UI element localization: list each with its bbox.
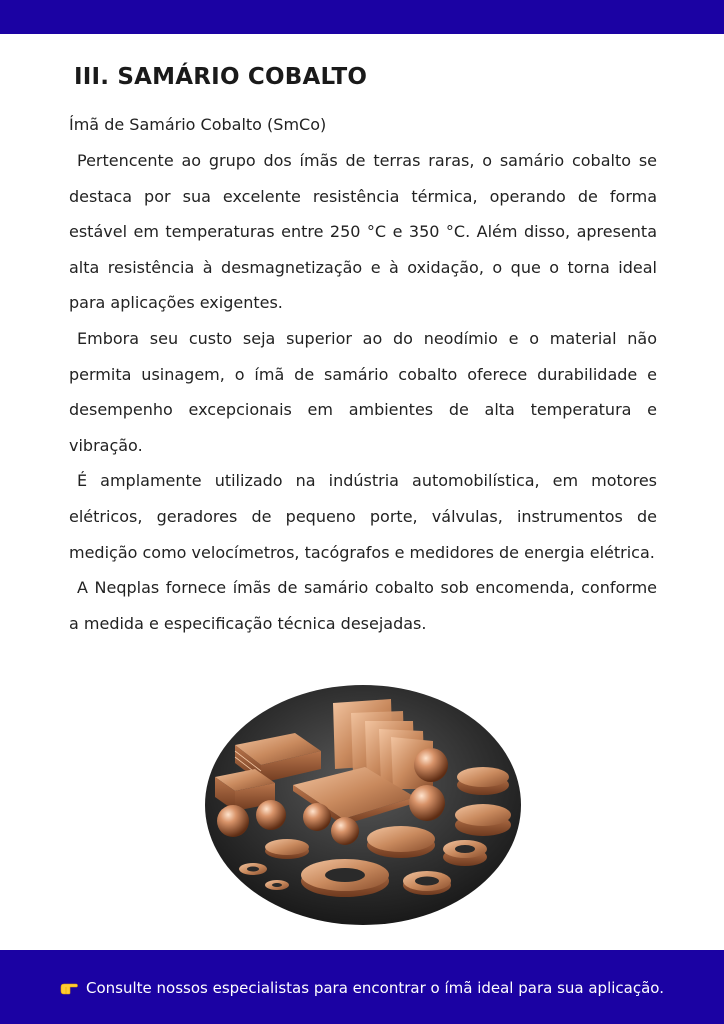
section-subtitle: Ímã de Samário Cobalto (SmCo) [69, 115, 327, 134]
footer-banner [0, 950, 724, 1024]
samarium-cobalt-magnets-photo [205, 685, 521, 925]
section-title: III. SAMÁRIO COBALTO [74, 64, 368, 90]
footer-text: Consulte nossos especialistas para encontrar o ímã ideal para sua aplicação. [86, 979, 664, 997]
body-text [69, 143, 657, 641]
pointing-hand-icon [60, 981, 78, 995]
paragraph-3: É amplamente utilizado na indústria automobilística, em motores elétricos, geradores de pequeno porte, válvulas, instrumentos de medição como velocímetros, tacógrafos e medidores de energia elétrica. [69, 471, 657, 562]
paragraph-2: Embora seu custo seja superior ao do neodímio e o material não permita usinagem, o ímã de samário cobalto oferece durabilidade e desempenho excepcionais em ambientes de alta temperatura e vibração. [69, 328, 657, 455]
top-banner [0, 0, 724, 34]
footer-message [60, 979, 664, 997]
paragraph-1: Pertencente ao grupo dos ímãs de terras raras, o samário cobalto se destaca por sua excelente resistência térmica, operando de forma estável em temperaturas entre 250 °C e 350 °C. Além disso, apresenta alta resistência à desmagnetização e à oxidação, o que o torna ideal para aplicações exigentes. [69, 151, 657, 313]
paragraph-4: A Neqplas fornece ímãs de samário cobalto sob encomenda, conforme a medida e especificação técnica desejadas. [69, 578, 657, 633]
